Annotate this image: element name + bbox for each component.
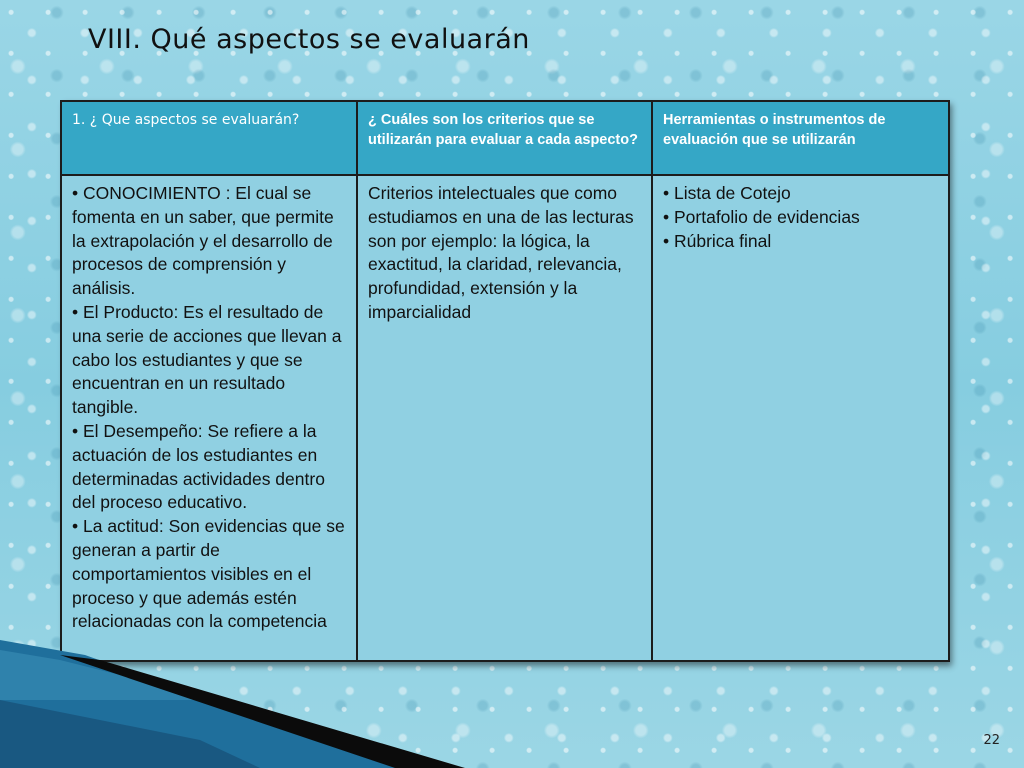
tool-item: • Lista de Cotejo	[663, 183, 791, 203]
tool-item: • Portafolio de evidencias	[663, 206, 860, 227]
slide-number: 22	[983, 733, 1000, 748]
header-aspects: 1. ¿ Que aspectos se evaluarán?	[61, 101, 357, 175]
slide-title: VIII. Qué aspectos se evaluarán	[88, 24, 530, 55]
criteria-text: Criterios intelectuales que como estudiamos en una de las lecturas son por ejemplo: la lógica, la exactitud, la claridad, relevancia, profundidad, extensión y la imparcialidad	[368, 183, 634, 322]
header-criteria: ¿ Cuáles son los criterios que se utilizarán para evaluar a cada aspecto?	[357, 101, 652, 175]
aspect-item: • CONOCIMIENTO : El cual se fomenta en un saber, que permite la extrapolación y el desarrollo de procesos de comprensión y análisis.	[72, 183, 334, 299]
aspect-item: • El Producto: Es el resultado de una serie de acciones que llevan a cabo los estudiantes y que se encuentran en un resultado tangible.	[72, 301, 342, 418]
aspect-item: • La actitud: Son evidencias que se generan a partir de comportamientos visibles en el proceso y que además estén relacionadas con la competencia	[72, 516, 345, 632]
aspect-item: • El Desempeño: Se refiere a la actuación de los estudiantes en determinadas actividades dentro del proceso educativo.	[72, 420, 325, 513]
header-tools: Herramientas o instrumentos de evaluación que se utilizarán	[652, 101, 949, 175]
tool-item: • Rúbrica final	[663, 230, 772, 251]
